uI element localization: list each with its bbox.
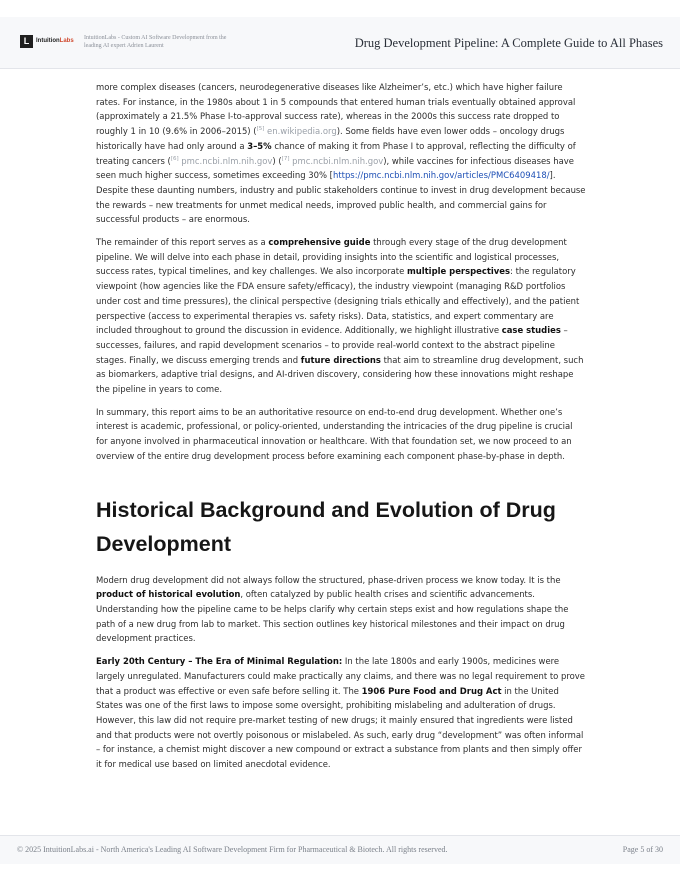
paragraph-historical-intro: Modern drug development did not always follow the structured, phase-driven process we know today. It is the product of historical evolution, often catalyzed by public health crises and scientific advancements. Understanding how the pipeline came to be helps clarify why certain steps exist and how regulations shape the path of a new drug from lab to market. This section outlines key historical milestones and their impact on drug development practices. xyxy=(96,574,569,644)
footer-copyright: © 2025 IntuitionLabs.ai - North America's Leading AI Software Development Firm for Pharmaceutical & Biotech. All rights reserved. xyxy=(17,845,448,854)
header-tagline: IntuitionLabs - Custom AI Software Development from the leading AI expert Adrien Laurent xyxy=(84,35,227,49)
intuitionlabs-logo[interactable] xyxy=(20,34,74,48)
page-number: Page 5 of 30 xyxy=(622,845,663,854)
pmc-article-link[interactable]: https://pmc.ncbi.nlm.nih.gov/articles/PMC6409418/ xyxy=(332,170,550,181)
page-content xyxy=(96,80,586,780)
paragraph-summary: In summary, this report aims to be an authoritative resource on end-to-end drug development. Whether one’s interest is academic, professional, or policy-oriented, understanding the intricacies of the drug pipeline is crucial for anyone involved in pharmaceutical innovation or healthcare. With that foundation set, we now proceed to an overview of the entire drug development process before examining each component phase-by-phase in depth. xyxy=(96,406,573,461)
page-footer xyxy=(0,835,680,864)
paragraph-report-overview: The remainder of this report serves as a comprehensive guide through every stage of the drug development pipeline. We will delve into each phase in detail, providing insights into the scientific and logistical processes, success rates, typical timelines, and key challenges. We also incorporate multiple perspectives: the regulatory viewpoint (how agencies like the FDA ensure safety/efficacy), the industry viewpoint (managing R&D portfolios under cost and time pressures), the clinical perspective (designing trials ethically and effectively), and the patient perspective (access to experimental therapies vs. safety risks). Data, statistics, and expert commentary are included throughout to ground the discussion in evidence. Additionally, we highlight illustrative case studies – successes, failures, and rapid development scenarios – to provide real-world context to the abstract pipeline stages. Finally, we discuss emerging trends and future directions that aim to streamline drug development, such as biomarkers, adaptive trial designs, and AI-driven discovery, considering how these innovations might reshape the pipeline in years to come. xyxy=(96,237,584,395)
logo-text: IntuitionLabs xyxy=(36,38,74,44)
citation-6[interactable]: [6] pmc.ncbi.nlm.nih.gov xyxy=(170,155,273,166)
paragraph-success-rates: more complex diseases (cancers, neurodegenerative diseases like Alzheimer’s, etc.) which have higher failure rates. For instance, in the 1980s about 1 in 5 compounds that entered human trials eventually obtained approval (approximately a 21.5% Phase I-to-approval success rate), whereas in the 2000s this success rate dropped to roughly 1 in 10 (9.6% in 2006–2015) ([5] en.wikipedia.org). Some fields have even lower odds – oncology drugs historically have had only around a 3–5% chance of making it from Phase I to approval, reflecting the difficulty of treating cancers ([6] pmc.ncbi.nlm.nih.gov) ([7] pmc.ncbi.nlm.nih.gov), while vaccines for infectious diseases have seen much higher success, sometimes exceeding 30% [https://pmc.ncbi.nlm.nih.gov/articles/PMC6409418/]. Despite these daunting numbers, industry and public stakeholders continue to invest in drug development because the rewards – new treatments for unmet medical needs, improved public health, and commercial gains for successful products – are enormous. xyxy=(96,82,586,225)
document-title: Drug Development Pipeline: A Complete Guide to All Phases xyxy=(354,36,663,50)
logo-mark: L xyxy=(20,35,33,48)
paragraph-early-20th-century: Early 20th Century – The Era of Minimal Regulation: In the late 1800s and early 1900s, medicines were largely unregulated. Manufacturers could make practically any claims, and there was no legal requirement to prove that a product was effective or even safe before selling it. The 1906 Pure Food and Drug Act in the United States was one of the first laws to impose some oversight, prohibiting mislabeling and adulteration of drugs. However, this law did not require pre-market testing of new drugs; it mainly ensured that ingredients were listed and that products were not overtly poisonous or mislabeled. As such, early drug “development” was often informal – for instance, a chemist might discover a new compound or extract a substance from plants and then simply offer it for medical use based on limited anecdotal evidence. xyxy=(96,656,585,770)
citation-7[interactable]: [7] pmc.ncbi.nlm.nih.gov xyxy=(281,155,384,166)
page-header xyxy=(0,17,680,69)
citation-5[interactable]: [5] en.wikipedia.org xyxy=(256,126,337,137)
section-heading-historical-background: Historical Background and Evolution of Drug Development xyxy=(96,497,556,556)
